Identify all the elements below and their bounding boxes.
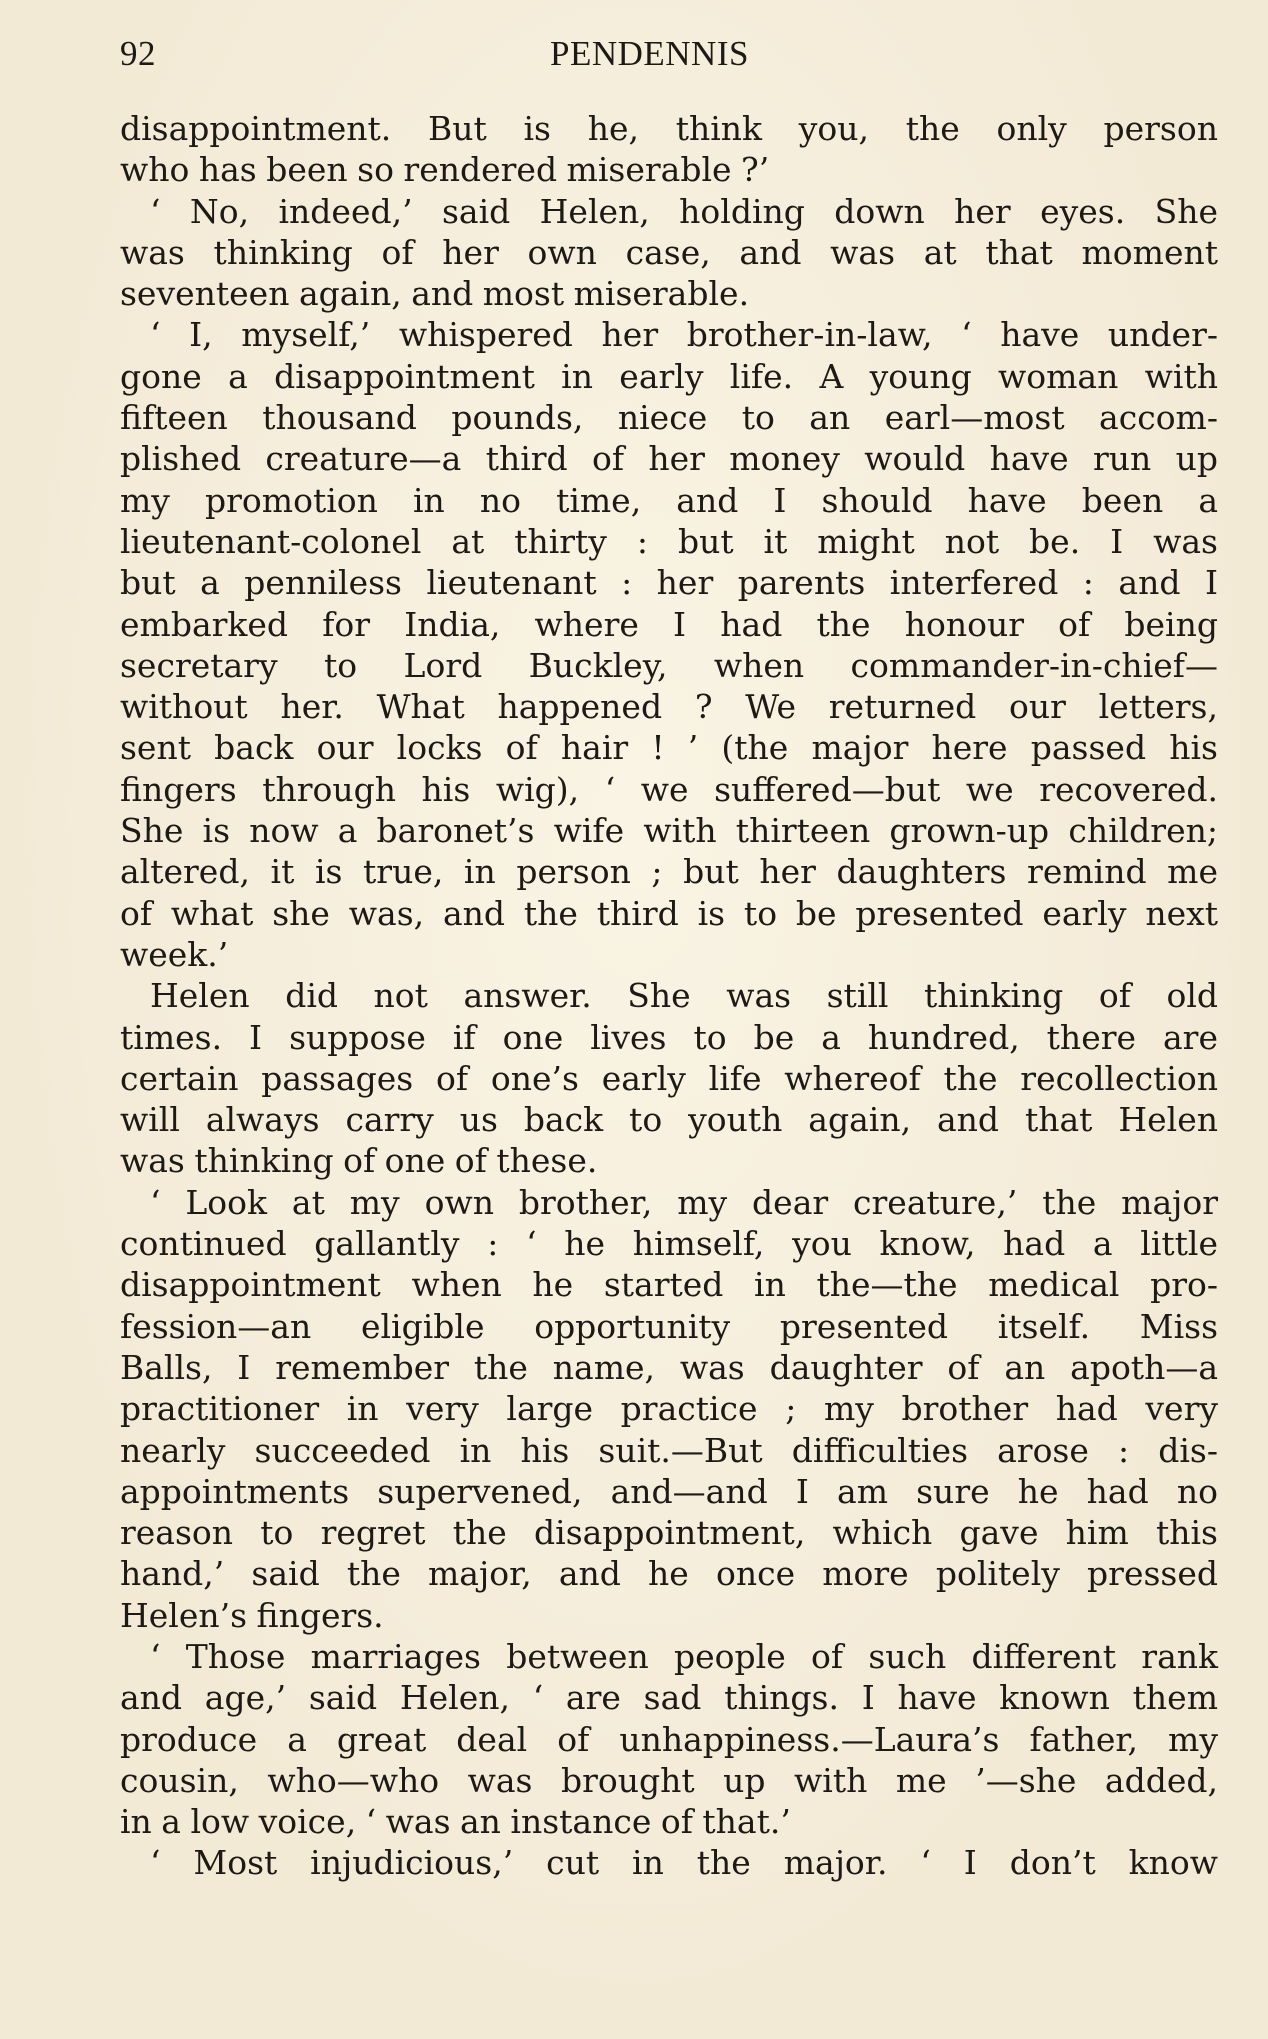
text-line: ‘ I, myself,’ whispered her brother-in-law, ‘ have under- <box>150 315 1218 355</box>
body-text <box>120 108 1218 1884</box>
text-line: gone a disappointment in early life. A young woman with <box>120 356 1218 396</box>
text-line: ‘ Look at my own brother, my dear creature,’ the major <box>150 1182 1218 1222</box>
text-line: produce a great deal of unhappiness.—Laura’s father, my <box>120 1719 1218 1759</box>
text-line: in a low voice, ‘ was an instance of that.’ <box>120 1802 791 1842</box>
text-line: plished creature—a third of her money would have run up <box>120 439 1218 479</box>
text-line: was thinking of one of these. <box>120 1141 598 1181</box>
text-line: hand,’ said the major, and he once more politely pressed <box>120 1554 1218 1594</box>
text-line: who has been so rendered miserable ?’ <box>120 150 770 190</box>
text-line: Balls, I remember the name, was daughter of an apoth—a <box>120 1347 1218 1387</box>
text-line: Helen’s fingers. <box>120 1595 384 1635</box>
text-line: ‘ Those marriages between people of such different rank <box>150 1636 1218 1676</box>
text-line: embarked for India, where I had the honour of being <box>120 604 1218 644</box>
text-line: was thinking of her own case, and was at that moment <box>120 232 1218 272</box>
text-line: my promotion in no time, and I should have been a <box>120 480 1218 520</box>
text-line: but a penniless lieutenant : her parents interfered : and I <box>120 563 1218 603</box>
text-line: fingers through his wig), ‘ we suffered—but we recovered. <box>120 769 1218 809</box>
text-line: certain passages of one’s early life whereof the recollection <box>120 1058 1218 1098</box>
text-line: reason to regret the disappointment, which gave him this <box>120 1513 1218 1553</box>
running-head: PENDENNIS <box>550 34 749 73</box>
text-line: and age,’ said Helen, ‘ are sad things. I have known them <box>120 1678 1218 1718</box>
page-header <box>120 34 1220 78</box>
text-line: lieutenant-colonel at thirty : but it might not be. I was <box>120 521 1218 561</box>
text-line: fession—an eligible opportunity presented itself. Miss <box>120 1306 1218 1346</box>
text-line: of what she was, and the third is to be presented early next <box>120 893 1218 933</box>
text-line: continued gallantly : ‘ he himself, you know, had a little <box>120 1224 1218 1264</box>
text-line: She is now a baronet’s wife with thirteen grown-up children; <box>120 811 1218 851</box>
text-line: cousin, who—who was brought up with me ’—she added, <box>120 1760 1218 1800</box>
page-number: 92 <box>120 34 156 73</box>
text-line: without her. What happened ? We returned our letters, <box>120 687 1218 727</box>
text-line: week.’ <box>120 934 229 974</box>
text-line: disappointment. But is he, think you, the only person <box>120 109 1218 148</box>
text-line: sent back our locks of hair ! ’ (the major here passed his <box>120 728 1218 768</box>
text-line: altered, it is true, in person ; but her daughters remind me <box>120 852 1218 892</box>
text-line: practitioner in very large practice ; my brother had very <box>120 1389 1218 1429</box>
text-line: fifteen thousand pounds, niece to an earl—most accom- <box>120 398 1218 438</box>
text-line: ‘ No, indeed,’ said Helen, holding down her eyes. She <box>150 191 1218 231</box>
text-line: secretary to Lord Buckley, when commander-in-chief— <box>120 645 1218 685</box>
text-line: Helen did not answer. She was still thinking of old <box>150 976 1218 1016</box>
text-line: seventeen again, and most miserable. <box>120 274 750 314</box>
text-line: ‘ Most injudicious,’ cut in the major. ‘ I don’t know <box>150 1843 1218 1883</box>
text-line: disappointment when he started in the—the medical pro- <box>120 1265 1218 1305</box>
text-line: appointments supervened, and—and I am sure he had no <box>120 1471 1218 1511</box>
text-line: will always carry us back to youth again, and that Helen <box>120 1100 1218 1140</box>
text-line: times. I suppose if one lives to be a hundred, there are <box>120 1017 1218 1057</box>
text-line: nearly succeeded in his suit.—But difficulties arose : dis- <box>120 1430 1218 1470</box>
